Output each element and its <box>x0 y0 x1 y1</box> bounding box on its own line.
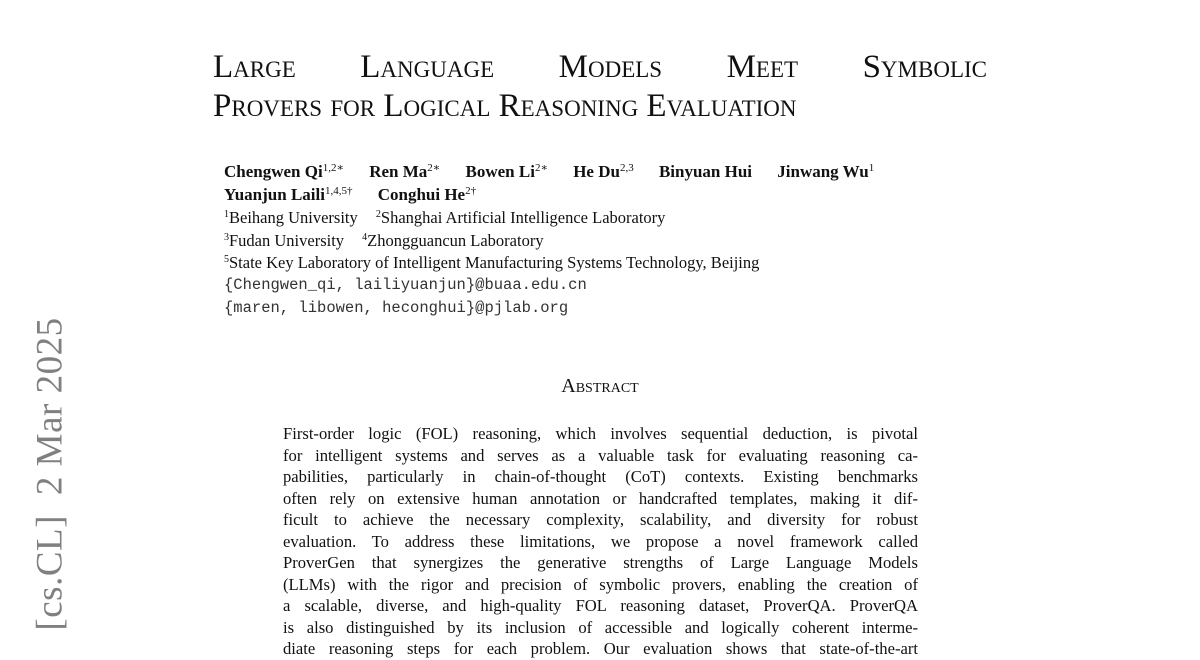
author <box>369 162 440 181</box>
author <box>659 162 752 181</box>
arxiv-date: 2 Mar 2025 <box>29 317 71 496</box>
abstract-line: First-order logic (FOL) reasoning, which involves sequential deduction, is pivotal <box>283 424 918 443</box>
arxiv-stamp <box>29 317 72 630</box>
author-name: He Du <box>573 162 620 181</box>
author <box>378 185 476 204</box>
author-name: Binyuan Hui <box>658 162 753 181</box>
affiliation <box>224 208 358 227</box>
affiliation <box>224 231 344 250</box>
author <box>466 162 548 181</box>
author <box>224 185 352 204</box>
affiliation <box>362 231 543 250</box>
abstract-body <box>283 423 918 660</box>
author <box>573 162 634 181</box>
abstract-line: evaluation. To address these limitations, we propose a novel framework called <box>283 531 918 551</box>
abstract-line: ProverGen that synergizes the generative strengths of Large Language Models <box>283 553 918 572</box>
abstract-line: for intelligent systems and serves as a valuable task for evaluating reasoning ca- <box>283 445 918 465</box>
author-marks: 2∗ <box>534 161 548 174</box>
paper-title-line-2: Provers for Logical Reasoning Evaluation <box>213 88 797 124</box>
affiliation-row <box>224 230 984 253</box>
affiliation-row <box>224 252 984 275</box>
affiliation-list <box>224 207 984 275</box>
author-name: Jinwang Wu <box>777 162 869 181</box>
email-list <box>224 274 587 319</box>
author-list <box>224 160 984 206</box>
abstract-line: a scalable, diverse, and high-quality FOL reasoning dataset, ProverQA. ProverQA <box>283 596 918 615</box>
arxiv-category: [cs.CL] <box>29 515 71 631</box>
author <box>224 162 344 181</box>
affiliation-name: Beihang University <box>229 208 358 227</box>
author-name: Bowen Li <box>465 162 535 181</box>
affiliation-name: Zhongguancun Laboratory <box>367 230 544 250</box>
email-line: {Chengwen_qi, lailiyuanjun}@buaa.edu.cn <box>224 276 587 294</box>
abstract-heading: Abstract <box>561 375 639 397</box>
email-line: {maren, libowen, heconghui}@pjlab.org <box>224 298 569 317</box>
affiliation-name: State Key Laboratory of Intelligent Manufacturing Systems Technology, Beijing <box>229 253 760 272</box>
abstract-line: is also distinguished by its inclusion of accessible and logically coherent interme- <box>283 617 918 637</box>
affiliation-row <box>224 207 984 230</box>
paper-title <box>213 48 1003 126</box>
author-name: Conghui He <box>377 185 466 204</box>
author-name: Ren Ma <box>369 162 428 181</box>
affiliation-number: 1 <box>224 209 229 220</box>
abstract-line: often rely on extensive human annotation or handcrafted templates, making it dif- <box>283 488 918 508</box>
author-marks: 2,3 <box>619 161 634 174</box>
author-marks: 2∗ <box>427 161 441 174</box>
abstract-line: ficult to achieve the necessary complexity, scalability, and diversity for robust <box>283 510 918 529</box>
affiliation <box>224 253 759 272</box>
affiliation-number: 5 <box>224 254 229 265</box>
author-marks: 2† <box>465 184 477 197</box>
author-row <box>224 160 984 183</box>
affiliation-name: Shanghai Artificial Intelligence Laboratory <box>380 208 666 227</box>
author <box>777 162 874 181</box>
author-row <box>224 183 984 206</box>
author-marks: 1,2∗ <box>322 161 344 174</box>
author-marks: 1,4,5† <box>324 184 353 197</box>
affiliation <box>376 208 666 227</box>
abstract-line: diate reasoning steps for each problem. Our evaluation shows that state-of-the-art <box>283 639 918 658</box>
affiliation-number: 4 <box>362 231 368 243</box>
paper-title-line-1: Large Language Models Meet Symbolic <box>213 49 987 85</box>
abstract-line: (LLMs) with the rigor and precision of symbolic provers, enabling the creation of <box>283 574 918 594</box>
author-name: Chengwen Qi <box>224 162 323 181</box>
author-name: Yuanjun Laili <box>224 185 325 204</box>
affiliation-number: 3 <box>224 231 229 243</box>
affiliation-name: Fudan University <box>229 230 345 250</box>
author-marks: 1 <box>868 161 875 174</box>
affiliation-number: 2 <box>375 209 381 220</box>
abstract-line: pabilities, particularly in chain-of-thought (CoT) contexts. Existing benchmarks <box>283 467 918 486</box>
